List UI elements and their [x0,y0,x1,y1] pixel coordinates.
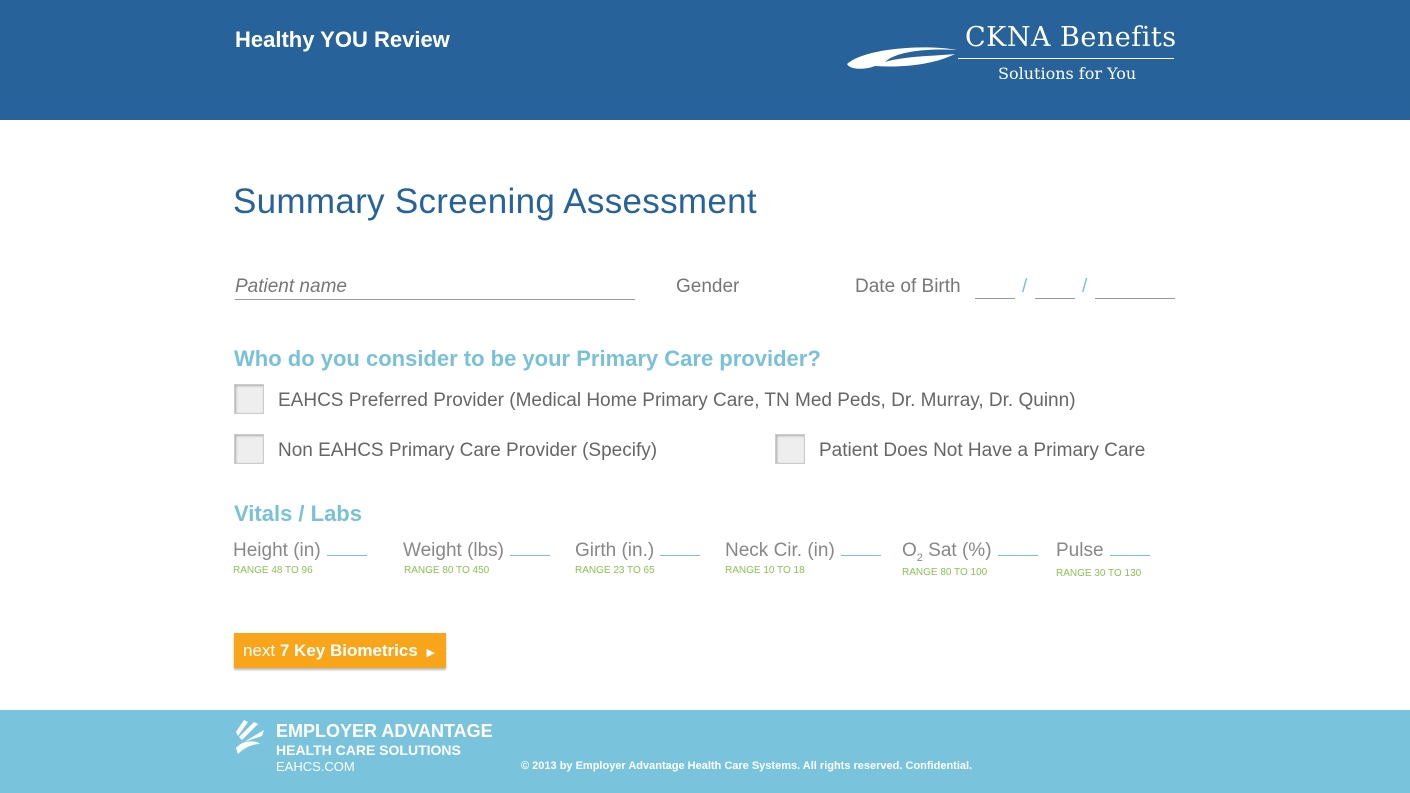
checkbox-label: Patient Does Not Have a Primary Care [819,440,1146,461]
vital-range: RANGE 10 TO 18 [725,565,805,576]
play-triangle-icon: ▶ [426,646,436,659]
footer [0,710,1410,793]
copyright: © 2013 by Employer Advantage Health Care Systems. All rights reserved. Confidential. [521,760,973,772]
vital-input[interactable] [1110,555,1150,556]
vital-label: Weight (lbs) [403,540,505,561]
vital-input[interactable] [510,555,550,556]
footer-site-link[interactable]: EAHCS.COM [276,759,355,774]
vital-o2-sat[interactable] [902,540,1038,578]
app-title: Healthy YOU Review [235,27,450,52]
vital-range: RANGE 48 TO 96 [233,565,313,576]
button-prefix: next [243,640,280,660]
vital-range: RANGE 23 TO 65 [575,565,655,576]
vital-label: Height (in) [233,540,321,561]
dob-month-input[interactable] [975,298,1015,299]
button-label: 7 Key Biometrics [279,640,418,660]
checkbox-preferred-provider[interactable] [234,384,264,414]
vital-input[interactable] [841,555,881,556]
eahcs-logo-icon [234,720,266,754]
swoosh-icon [845,42,960,74]
patient-name-input[interactable]: Patient name [235,276,635,300]
primary-care-question: Who do you consider to be your Primary Care provider? [234,346,821,371]
vital-input[interactable] [327,555,367,556]
vital-label: Sat (%) [922,540,992,561]
header [0,0,1410,120]
vitals-heading: Vitals / Labs [234,501,362,526]
vital-input[interactable] [998,555,1038,556]
vital-girth[interactable] [575,540,700,576]
vital-range: RANGE 30 TO 130 [1056,568,1142,579]
footer-brand-sub: HEALTH CARE SOLUTIONS [276,742,461,758]
footer-brand: EMPLOYER ADVANTAGE [276,721,493,741]
dob-label: Date of Birth [855,276,961,297]
vital-range: RANGE 80 TO 450 [404,565,490,576]
dob-year-input[interactable] [1095,298,1175,299]
checkbox-no-primary-care[interactable] [775,434,805,464]
ckna-logo: CKNA Benefits Solutions for You [845,22,1180,92]
page-title: Summary Screening Assessment [233,182,757,221]
dob-day-input[interactable] [1035,298,1075,299]
vital-height[interactable] [233,540,367,576]
vital-label: Girth (in.) [575,540,655,561]
checkbox-label: Non EAHCS Primary Care Provider (Specify) [278,440,658,461]
vital-pulse[interactable] [1056,540,1150,579]
dob-separator: / [1082,276,1088,297]
vital-neck[interactable] [725,540,881,576]
vital-range: RANGE 80 TO 100 [902,566,988,578]
dob-separator: / [1022,276,1028,297]
next-key-biometrics-button[interactable] [234,633,446,668]
checkbox-non-eahcs-provider[interactable] [234,434,264,464]
checkbox-label: EAHCS Preferred Provider (Medical Home Primary Care, TN Med Peds, Dr. Murray, Dr. Quinn) [278,390,1076,411]
gender-field[interactable]: Gender [676,276,740,297]
vital-label-subscript: 2 [916,551,923,564]
vital-label: Neck Cir. (in) [725,540,835,561]
vital-label: O [902,540,917,561]
vital-weight[interactable] [403,540,550,576]
vital-input[interactable] [660,555,700,556]
vital-label: Pulse [1056,540,1104,561]
